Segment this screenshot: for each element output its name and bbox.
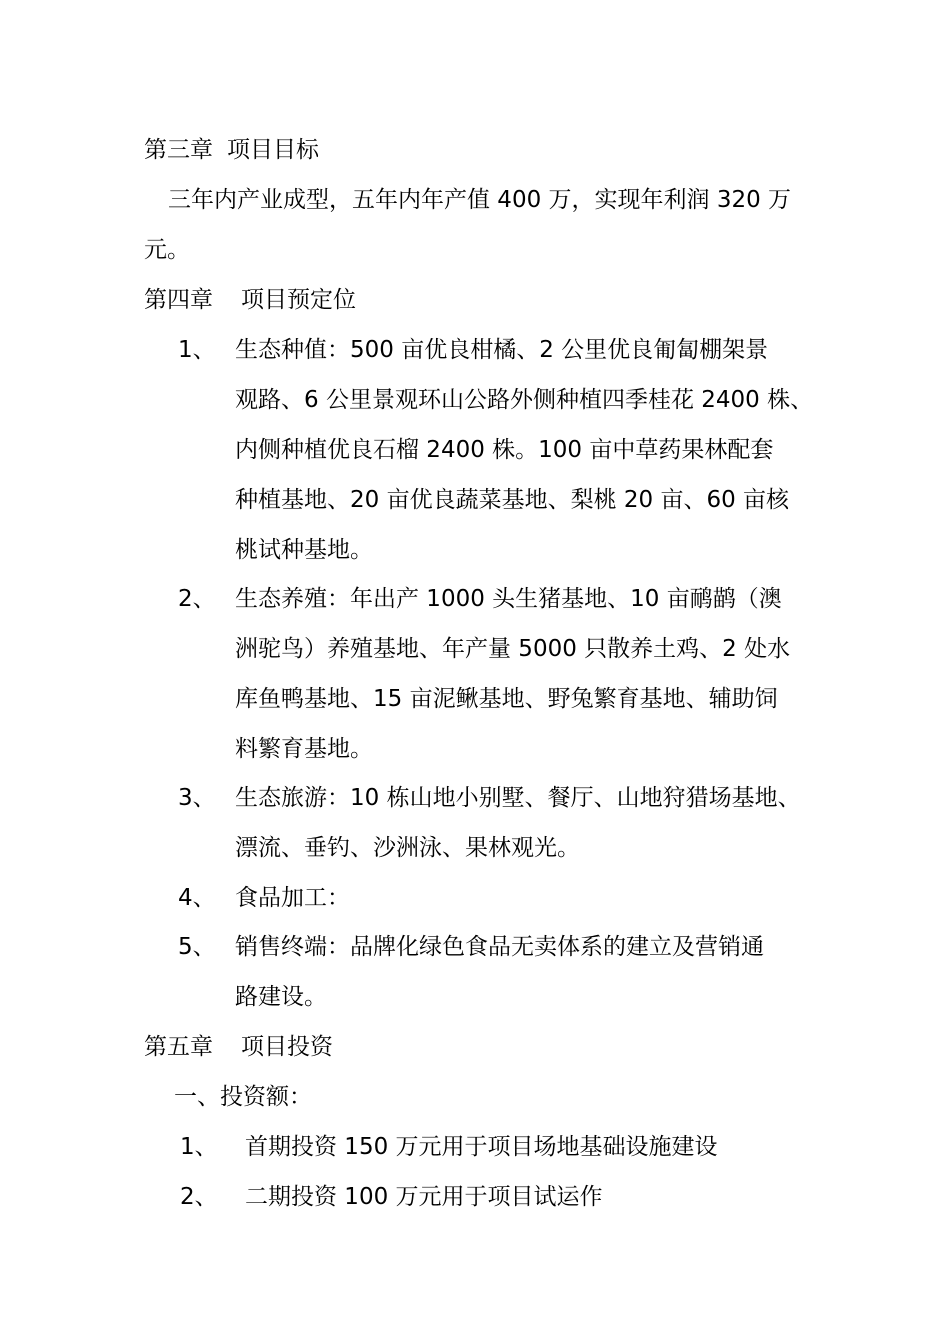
list-item-line: 销售终端：品牌化绿色食品无卖体系的建立及营销通 xyxy=(235,934,764,960)
list-item-line: 观路、6 公里景观环山公路外侧种植四季桂花 2400 株、 xyxy=(235,387,814,413)
list-item-number: 4、 xyxy=(178,885,216,911)
chapter-3-body-line-1: 三年内产业成型，五年内年产值 400 万，实现年利润 320 万 xyxy=(168,187,792,213)
list-item-line: 生态旅游：10 栋山地小别墅、餐厅、山地狩猎场基地、 xyxy=(235,785,801,811)
list-item-line: 生态种值：500 亩优良柑橘、2 公里优良匍匐棚架景 xyxy=(235,337,769,363)
list-item-line: 二期投资 100 万元用于项目试运作 xyxy=(245,1184,603,1210)
list-item-number: 5、 xyxy=(178,934,216,960)
chapter-3-label: 第三章 xyxy=(144,137,213,163)
list-item-line: 料繁育基地。 xyxy=(235,736,373,762)
list-item-line: 首期投资 150 万元用于项目场地基础设施建设 xyxy=(245,1134,718,1160)
investment-section-heading: 一、投资额： xyxy=(174,1084,312,1110)
chapter-5-heading xyxy=(144,1032,333,1062)
chapter-3-heading xyxy=(144,135,319,165)
list-item-line: 路建设。 xyxy=(235,984,327,1010)
chapter-3-body-line-2: 元。 xyxy=(144,237,190,263)
list-item-line: 桃试种基地。 xyxy=(235,537,373,563)
list-item-number: 2、 xyxy=(180,1184,218,1210)
chapter-4-title: 项目预定位 xyxy=(241,287,356,313)
list-item-line: 种植基地、20 亩优良蔬菜基地、梨桃 20 亩、60 亩核 xyxy=(235,487,790,513)
list-item-line: 库鱼鸭基地、15 亩泥鳅基地、野兔繁育基地、辅助饲 xyxy=(235,686,778,712)
chapter-5-label: 第五章 xyxy=(144,1034,213,1060)
list-item-line: 洲驼鸟）养殖基地、年产量 5000 只散养土鸡、2 处水 xyxy=(235,636,791,662)
list-item-number: 2、 xyxy=(178,586,216,612)
chapter-4-heading xyxy=(144,285,356,315)
chapter-4-label: 第四章 xyxy=(144,287,213,313)
list-item-line: 内侧种植优良石榴 2400 株。100 亩中草药果林配套 xyxy=(235,437,774,463)
chapter-3-title: 项目目标 xyxy=(227,137,319,163)
list-item-number: 1、 xyxy=(178,337,216,363)
chapter-5-title: 项目投资 xyxy=(241,1034,333,1060)
list-item-number: 3、 xyxy=(178,785,216,811)
list-item-line: 漂流、垂钓、沙洲泳、果林观光。 xyxy=(235,835,580,861)
list-item-line: 生态养殖：年出产 1000 头生猪基地、10 亩鸸鹋（澳 xyxy=(235,586,782,612)
list-item-line: 食品加工： xyxy=(235,885,350,911)
list-item-number: 1、 xyxy=(180,1134,218,1160)
